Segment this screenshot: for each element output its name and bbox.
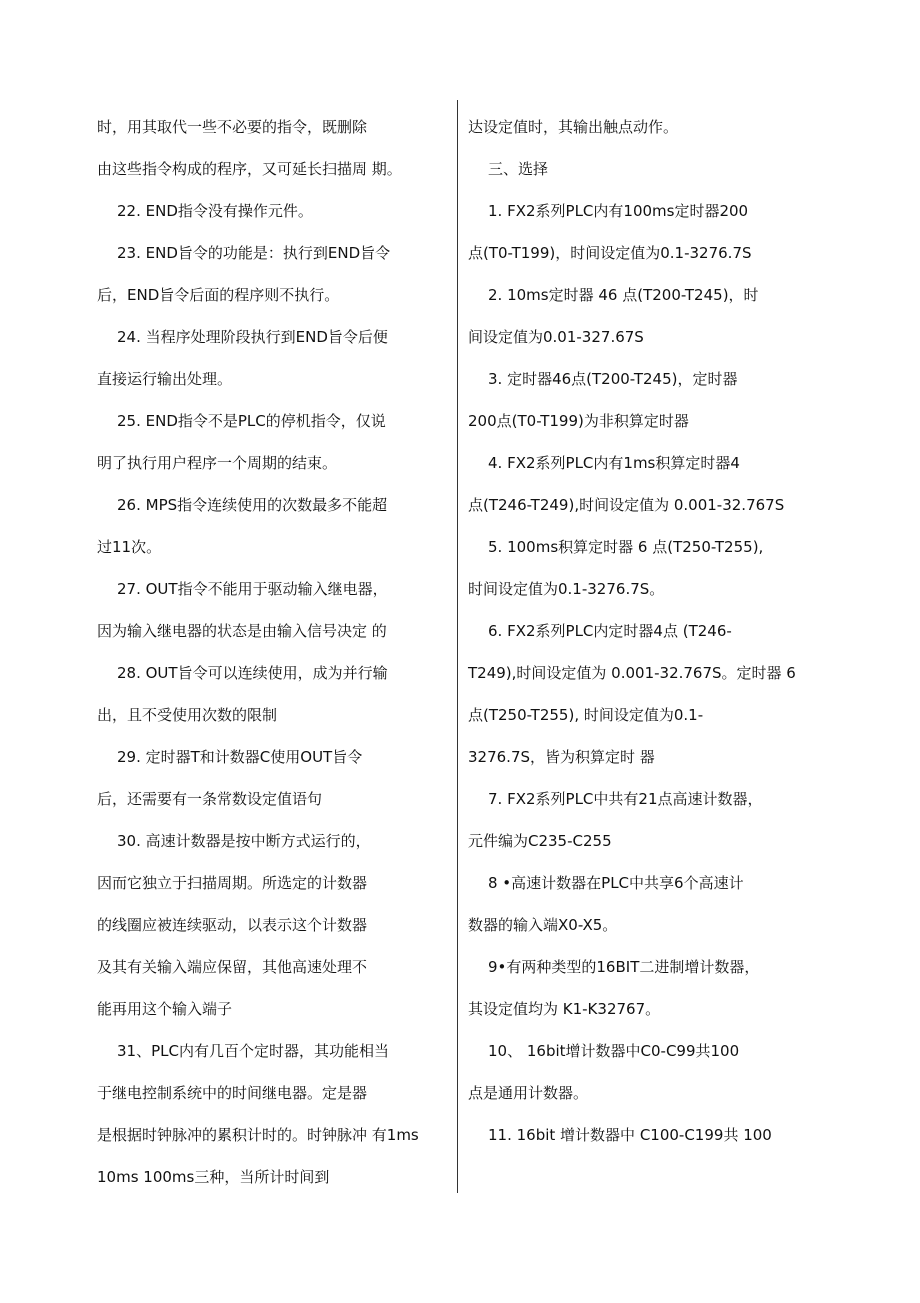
text-line: 后，还需要有一条常数设定值语句	[97, 790, 323, 808]
text-line: 8 •高速计数器在PLC中共享6个高速计	[488, 874, 744, 892]
text-line: 200点(T0-T199)为非积算定时器	[468, 412, 689, 430]
text-line: 数器的输入端X0-X5。	[468, 916, 618, 934]
text-line: 4. FX2系列PLC内有1ms积算定时器4	[488, 454, 740, 472]
text-line: 点(T246-T249),时间设定值为 0.001-32.767S	[468, 496, 785, 514]
text-line: 时间设定值为0.1-3276.7S。	[468, 580, 665, 598]
text-line: 10ms 100ms三种，当所计时间到	[97, 1168, 330, 1186]
text-line: 间设定值为0.01-327.67S	[468, 328, 644, 346]
text-line: 28. OUT旨令可以连续使用，成为并行输	[117, 664, 388, 682]
text-line: 23. END旨令的功能是：执行到END旨令	[117, 244, 391, 262]
text-line: 过11次。	[97, 538, 162, 556]
text-line: 的线圈应被连续驱动，以表示这个计数器	[97, 916, 368, 934]
text-line: 其设定值均为 K1-K32767。	[468, 1000, 661, 1018]
text-line: 5. 100ms积算定时器 6 点(T250-T255),	[488, 538, 764, 556]
text-line: 31、PLC内有几百个定时器，其功能相当	[117, 1042, 389, 1060]
text-line: 由这些指令构成的程序，又可延长扫描周 期。	[97, 160, 402, 178]
text-line: 达设定值时，其输出触点动作。	[468, 118, 679, 136]
text-line: 因为输入继电器的状态是由输入信号决定 的	[97, 622, 387, 640]
text-line: 11. 16bit 增计数器中 C100-C199共 100	[488, 1126, 772, 1144]
text-line: 1. FX2系列PLC内有100ms定时器200	[488, 202, 749, 220]
text-line: T249),时间设定值为 0.001-32.767S。定时器 6	[468, 664, 796, 682]
text-line: 三、选择	[488, 160, 549, 178]
text-line: 直接运行输出处理。	[97, 370, 233, 388]
text-line: 9•有两种类型的16BIT二进制增计数器，	[488, 958, 760, 976]
right-text-column	[468, 112, 813, 1162]
text-line: 元件编为C235-C255	[468, 832, 612, 850]
text-line: 30. 高速计数器是按中断方式运行的，	[117, 832, 371, 850]
text-line: 因而它独立于扫描周期。所选定的计数器	[97, 874, 368, 892]
text-line: 点(T0-T199)，时间设定值为0.1-3276.7S	[468, 244, 752, 262]
text-line: 3. 定时器46点(T200-T245)，定时器	[488, 370, 738, 388]
text-line: 能再用这个输入端子	[97, 1000, 233, 1018]
text-line: 明了执行用户程序一个周期的结束。	[97, 454, 338, 472]
text-line: 6. FX2系列PLC内定时器4点 (T246-	[488, 622, 732, 640]
text-line: 24. 当程序处理阶段执行到END旨令后便	[117, 328, 388, 346]
text-line: 26. MPS指令连续使用的次数最多不能超	[117, 496, 388, 514]
text-line: 2. 10ms定时器 46 点(T200-T245)，时	[488, 286, 759, 304]
text-line: 出，且不受使用次数的限制	[97, 706, 278, 724]
text-line: 22. END指令没有操作元件。	[117, 202, 313, 220]
text-line: 是根据时钟脉冲的累积计时的。时钟脉冲 有1ms	[97, 1126, 419, 1144]
text-line: 点是通用计数器。	[468, 1084, 589, 1102]
text-line: 29. 定时器T和计数器C使用OUT旨令	[117, 748, 363, 766]
column-divider	[457, 100, 458, 1193]
text-line: 点(T250-T255), 时间设定值为0.1-	[468, 706, 704, 724]
text-line: 25. END指令不是PLC的停机指令，仅说	[117, 412, 386, 430]
left-text-column	[97, 112, 449, 1204]
text-line: 及其有关输入端应保留，其他高速处理不	[97, 958, 368, 976]
text-line: 10、 16bit增计数器中C0-C99共100	[488, 1042, 740, 1060]
text-line: 后，END旨令后面的程序则不执行。	[97, 286, 340, 304]
text-line: 时，用其取代一些不必要的指令，既删除	[97, 118, 368, 136]
text-line: 3276.7S，皆为积算定时 器	[468, 748, 655, 766]
text-line: 于继电控制系统中的时间继电器。定是器	[97, 1084, 368, 1102]
text-line: 27. OUT指令不能用于驱动输入继电器，	[117, 580, 388, 598]
text-line: 7. FX2系列PLC中共有21点高速计数器，	[488, 790, 763, 808]
